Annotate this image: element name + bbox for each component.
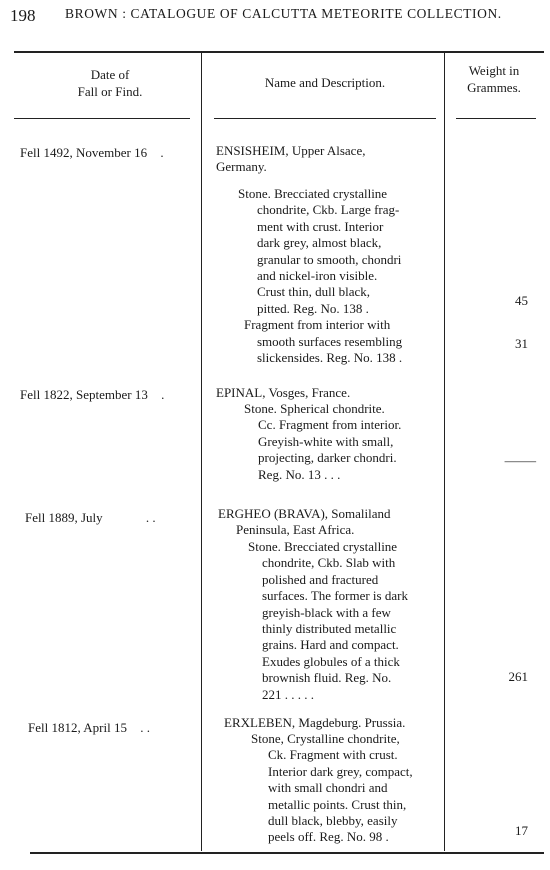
description-line: brownish fluid. Reg. No. [262, 670, 392, 686]
header-rule-left [14, 118, 190, 119]
entry-date-leader: . [160, 145, 164, 160]
column-heading-date-line1: Date of [90, 67, 130, 82]
running-head: BROWN : CATALOGUE OF CALCUTTA METEORITE COLLECTION. [65, 6, 502, 21]
description-line: chondrite, Ckb. Large frag- [257, 202, 400, 218]
entry-date-leader: . [161, 387, 165, 402]
top-rule [14, 51, 544, 53]
entry-description [244, 401, 401, 483]
entry-name-line: ENSISHEIM, Upper Alsace, [216, 143, 366, 158]
description-line: polished and fractured [262, 571, 379, 587]
description-line: Ck. Fragment with crust. [268, 747, 398, 763]
page-number: 198 [10, 6, 36, 25]
entry-weight: 31 [515, 336, 528, 351]
description-line: Greyish-white with small, [258, 433, 394, 449]
description-line: smooth surfaces resembling [257, 333, 403, 349]
entry-name [216, 385, 350, 401]
description-line: pitted. Reg. No. 138 . [257, 300, 369, 316]
bottom-rule [30, 852, 544, 854]
entry-name-line: ERGHEO (BRAVA), Somaliland [218, 506, 391, 521]
description-line: peels off. Reg. No. 98 . [268, 829, 389, 845]
description-line: Reg. No. 13 . . . [258, 466, 341, 482]
entry-name-line: ERXLEBEN, Magdeburg. Prussia. [224, 715, 406, 730]
entry-description [251, 731, 413, 846]
column-divider-2 [444, 51, 445, 851]
description-line: granular to smooth, chondri [257, 251, 402, 267]
description-line: and nickel-iron visible. [257, 268, 378, 284]
description-line: projecting, darker chondri. [258, 450, 397, 466]
entry-weight: 261 [508, 669, 528, 684]
entry-date [20, 145, 200, 161]
entry-name-line: EPINAL, Vosges, France. [216, 385, 351, 400]
entry-date-leader: . . [145, 510, 156, 525]
column-heading-weight [446, 62, 542, 96]
description-line: thinly distributed metallic [262, 621, 397, 637]
entry-weight-dash: — [504, 453, 536, 468]
entry-description [238, 186, 402, 366]
entry-description [248, 539, 408, 703]
description-line: ment with crust. Interior [257, 218, 384, 234]
column-heading-date-line2: Fall or Find. [77, 84, 143, 99]
entry-date-text: Fell 1889, July [25, 510, 103, 525]
entry-weight: 45 [515, 293, 528, 308]
description-line: Exudes globules of a thick [262, 653, 400, 669]
column-heading-date [30, 66, 190, 100]
description-line: dull black, blebby, easily [268, 813, 398, 829]
description-line: Cc. Fragment from interior. [258, 417, 402, 433]
description-line: Stone. Spherical chondrite. [244, 401, 385, 416]
entry-date-text: Fell 1812, April 15 [28, 720, 127, 735]
description-line: grains. Hard and compact. [262, 637, 399, 653]
column-heading-weight-line1: Weight in [468, 63, 520, 78]
entry-date [20, 387, 200, 403]
entry-weight: 17 [515, 823, 528, 838]
description-line: metallic points. Crust thin, [268, 796, 407, 812]
entry-name-line: Peninsula, East Africa. [236, 522, 355, 538]
description-line: Stone. Brecciated crystalline [248, 539, 398, 554]
entry-name [216, 143, 365, 176]
description-line: slickensides. Reg. No. 138 . [257, 350, 403, 366]
entry-date [28, 720, 208, 736]
entry-name [224, 715, 405, 731]
description-line: chondrite, Ckb. Slab with [262, 555, 396, 571]
description-line: greyish-black with a few [262, 604, 391, 620]
description-line: 221 . . . . . [262, 686, 314, 702]
description-line: Fragment from interior with [244, 317, 391, 333]
header-rule-middle [214, 118, 436, 119]
description-line: Stone, Crystalline chondrite, [251, 731, 400, 746]
entry-date-text: Fell 1822, September 13 [20, 387, 148, 402]
description-line: with small chondri and [268, 780, 388, 796]
entry-date [25, 510, 205, 526]
description-line: Interior dark grey, compact, [268, 763, 413, 779]
entry-date-text: Fell 1492, November 16 [20, 145, 148, 160]
description-line: Stone. Brecciated crystalline [238, 186, 388, 201]
description-line: surfaces. The former is dark [262, 588, 408, 604]
column-heading-name: Name and Description. [264, 75, 386, 90]
column-heading-weight-line2: Grammes. [467, 80, 521, 95]
entry-name [218, 506, 391, 539]
entry-name-line: Germany. [216, 159, 267, 175]
description-line: dark grey, almost black, [257, 235, 382, 251]
entry-date-leader: . . [140, 720, 150, 735]
description-line: Crust thin, dull black, [257, 284, 371, 300]
header-rule-right [456, 118, 536, 119]
